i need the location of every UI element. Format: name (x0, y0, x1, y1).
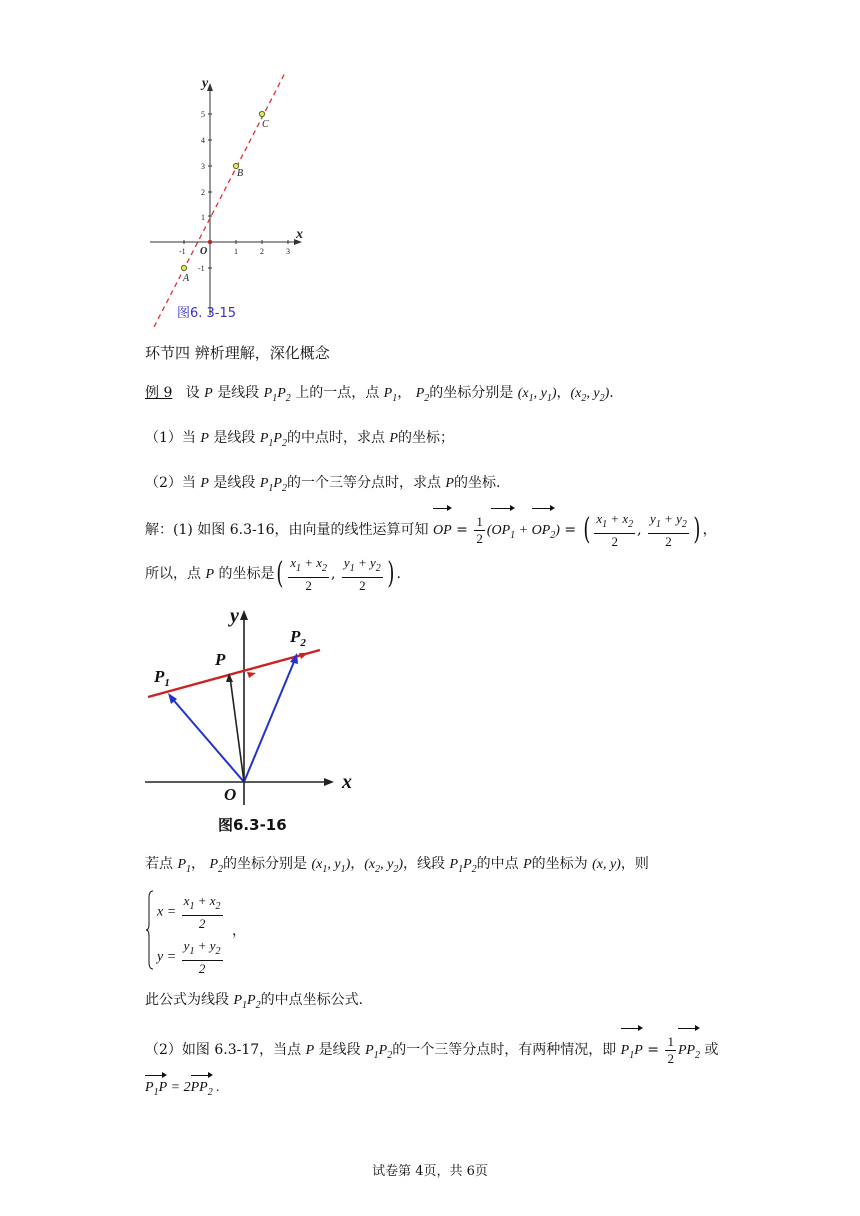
point-c-marker (259, 111, 264, 116)
x-tick-label: -1 (179, 247, 186, 256)
point-p2-label: $P_2$ (290, 627, 306, 649)
x-tick-label: 3 (286, 247, 290, 256)
equation-x: x = $\frac{x_1 + x_2}{2}$ (157, 893, 221, 931)
point-b-label: B (237, 168, 244, 179)
midpoint-paragraph: 若点 $P_1$， $P_2$的坐标分别是 ($x_1$, $y_1$)，($x_2$, $y_2$)，线段 $P_1P_2$的中点 P的坐标为 (x, y)，则 (145, 856, 649, 875)
point-p1-label: $P_1$ (154, 667, 170, 689)
point-p-label: P (215, 650, 226, 669)
equation-y: y = $\frac{y_1 + y_2}{2}$ (157, 938, 221, 976)
y-tick-label: 4 (201, 136, 205, 145)
figure2-caption: 图6.3-16 (218, 816, 287, 834)
axis-x-label: x (296, 227, 303, 242)
brace-icon (146, 890, 154, 970)
x-tick-label: 2 (260, 247, 264, 256)
origin-marker (208, 240, 212, 244)
solution-line-1: 解：(1) 如图 6.3-16，由向量的线性运算可知 OP = $\frac{1}{2}$ $(OP_1 + OP_2)$ = ( $\frac{x_1 + x_2}{2}$ , $\frac{y_1 + y_2}{2}$ ) ， (145, 510, 717, 556)
point-a-label: A (183, 273, 190, 284)
x-tick-label: 1 (234, 247, 238, 256)
point-a-marker (181, 265, 186, 270)
axis-x-label: x (342, 771, 352, 793)
question-1: （1）当 P 是线段 $P_1P_2$的中点时，求点 P的坐标； (145, 430, 454, 449)
section-heading: 环节四 辨析理解，深化概念 (145, 344, 330, 362)
y-tick-label: 2 (201, 188, 205, 197)
axis-y-label: y (202, 76, 209, 91)
formula-note: 此公式为线段 $P_1P_2$的中点坐标公式. (145, 992, 364, 1011)
origin-label: O (200, 246, 208, 257)
equation-comma: ， (232, 923, 246, 939)
part-2-line-2: $P_1P = 2PP_2$ . (145, 1078, 220, 1103)
figure-6-3-16 (140, 600, 370, 840)
question-2: （2）当 P 是线段 $P_1P_2$的一个三等分点时，求点 P的坐标. (145, 475, 501, 494)
point-c-label: C (262, 119, 269, 130)
y-tick-label: -1 (198, 264, 205, 273)
y-tick-label: 5 (201, 110, 205, 119)
figure-6-3-15 (140, 65, 320, 335)
origin-label: O (224, 785, 237, 804)
solution-line-2: 所以，点 P 的坐标是( $\frac{x_1 + x_2}{2}$ , $\frac{y_1 + y_2}{2}$ ) . (145, 554, 401, 593)
axis-y-label: y (230, 605, 239, 627)
part-2-line: （2）如图 6.3-17，当点 P 是线段 $P_1P_2$的一个三等分点时，有两种情况，即 $P_1P$ = $\frac{1}{2}$ $PP_2$ 或 (145, 1030, 719, 1076)
example-statement: 例 9 设 P 是线段 $P_1P_2$ 上的一点，点 $P_1$， $P_2$的坐标分别是 ($x_1$, $y_1$)，($x_2$, $y_2$). (145, 385, 614, 404)
example-label: 例 9 (145, 385, 173, 401)
figure1-caption: 图6. 3-15 (177, 306, 237, 321)
y-tick-label: 1 (201, 213, 205, 222)
page-footer: 试卷第 4页，共 6页 (372, 1164, 488, 1179)
y-tick-label: 3 (201, 162, 205, 171)
